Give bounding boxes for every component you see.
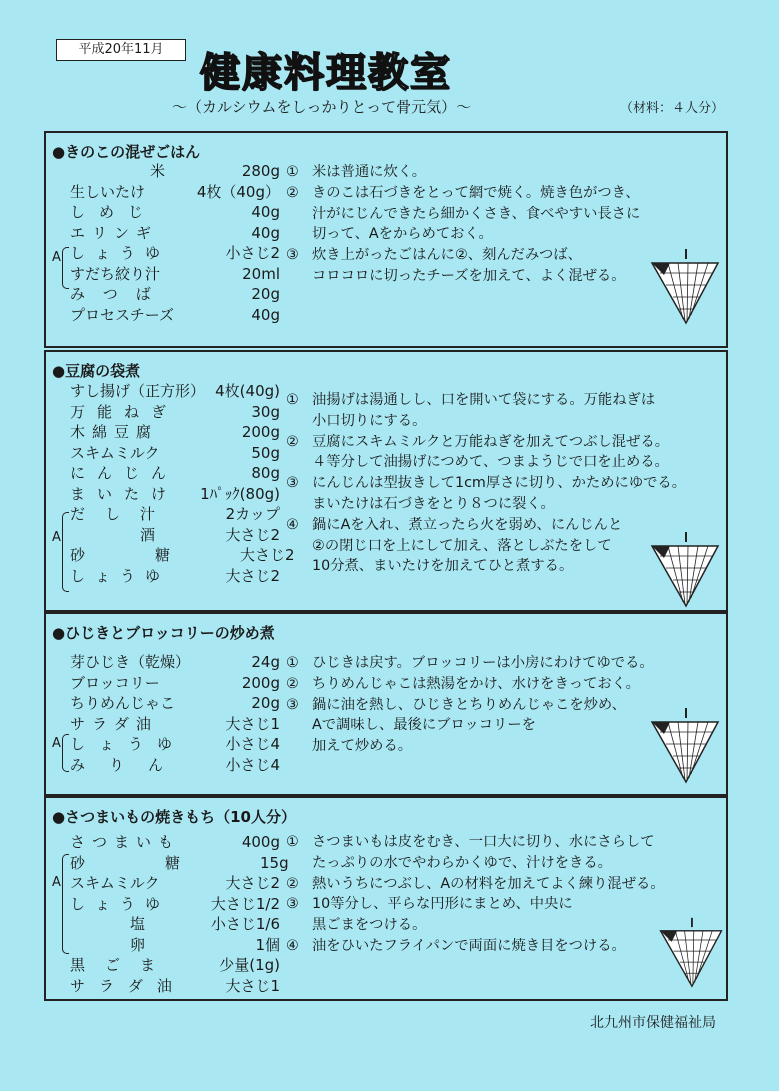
ingredient-row: サラダ油 大さじ1 [70,714,280,733]
ingredient-row: プロセスチーズ 40g [70,305,280,324]
food-pyramid-icon [650,247,720,325]
step-list: ① 米は普通に炊く。 ② きのこは石づきをとって網で焼く。焼き色がつき、 汁がにじんできたら細かくさき、食べやすい長さに 切って、Aをからめておく。 ③ 炊き上がったごはんに②、刻んだみつば、 コロコロに切ったチーズを加えて、よく混ぜる。 [286,162,716,287]
ingredient-row: 黒ごま 少量(1g) [70,956,280,974]
ingredient-list [70,832,289,996]
ingredient-row: 万能ねぎ 30g [70,402,280,421]
ingredient-row: さつまいも 400g [70,833,280,851]
ingredient-list [70,161,280,325]
ingredient-row: しめじ 40g [70,203,280,221]
ingredient-row: すし揚げ（正方形） 4枚(40g) [70,382,280,400]
recipe-section-3 [44,612,728,796]
ingredient-list [70,381,295,586]
ingredient-list [70,652,280,775]
step: ② きのこは石づきをとって網で焼く。焼き色がつき、 [286,184,640,201]
ingredient-row: サラダ油 大さじ1 [70,976,280,995]
ingredient-row: 砂糖 大さじ2 [70,546,295,564]
recipe-section-1 [44,131,728,348]
recipe-section-4 [44,796,728,1001]
ingredient-row: にんじん 80g [70,464,280,482]
recipe-section-2 [44,350,728,612]
group-a-label: A [52,736,61,751]
ingredient-row: みりん 小さじ4 [70,755,280,774]
ingredient-row: ブロッコリー 200g [70,673,280,692]
materials-note: （材料：４人分） [620,101,725,116]
ingredient-row: 木綿豆腐 200g [70,423,280,441]
ingredient-row: 生しいたけ 4枚（40g） [70,182,280,201]
group-a-bracket [62,854,69,954]
ingredient-row: 塩 小さじ1/6 [130,915,280,933]
recipe-title: ●さつまいもの焼きもち（10人分） [52,808,296,826]
step-list: ① 油揚げは湯通しし、口を開いて袋にする。万能ねぎは 小口切りにする。 ② 豆腐にスキムミルクと万能ねぎを加えてつぶし混ぜる。 ４等分して油揚げにつめて、つまようじで口を止める。 ③ にんじんは型抜きして1cm厚さに切り、かためにゆでる。 まいたけは石づきをとり８つに裂く。 ④ 鍋にAを入れ、煮立ったら火を弱め、にんじんと ②の閉じ口を上にして加え、落としぶたをして 10分煮、まいたけを加えてひと煮する。 [286,392,687,575]
ingredient-row: しょうゆ 大さじ1/2 [70,894,280,913]
food-pyramid-icon [650,530,720,608]
ingredient-row: しょうゆ 大さじ2 [70,566,280,585]
food-pyramid-icon [650,706,720,784]
date-box: 平成20年11月 [56,39,186,61]
recipe-title: ●ひじきとブロッコリーの炒め煮 [52,624,275,642]
step: ③ 炊き上がったごはんに②、刻んだみつば、 [286,247,582,264]
ingredient-row: 米 280g [150,162,280,180]
group-a-label: A [52,250,61,265]
group-a-bracket [62,247,69,289]
ingredient-row: スキムミルク 大さじ2 [70,874,280,892]
step: ① 米は普通に炊く。 [286,164,427,180]
group-a-bracket [62,512,69,592]
recipe-title: ●豆腐の袋煮 [52,362,141,380]
ingredient-row: 酒 大さじ2 [140,525,280,544]
page-subtitle: ～（カルシウムをしっかりとって骨元気）～ [172,98,472,116]
food-pyramid-icon [658,916,724,988]
group-a-label: A [52,875,61,890]
step-list: ① さつまいもは皮をむき、一口大に切り、水にさらして たっぷりの水でやわらかくゆで、汁けをきる。 ② 熱いうちにつぶし、Aの材料を加えてよく練り混ぜる。 ③ 10等分し、平らな円形にまとめ、中央に 黒ごまをつける。 ④ 油をひいたフライパンで両面に焼き目をつける。 [286,834,665,954]
ingredient-row: まいたけ 1ﾊﾟｯｸ(80g) [70,484,280,503]
page-title: 健康料理教室 [200,50,452,96]
ingredient-row: しょうゆ 小さじ4 [70,735,280,753]
step-list: ① ひじきは戻す。ブロッコリーは小房にわけてゆでる。 ② ちりめんじゃこは熱湯をかけ、水けをきっておく。 ③ 鍋に油を熱し、ひじきとちりめんじゃこを炒め、 Aで調味し、最後にブロッコリーを 加えて炒める。 [286,655,654,755]
ingredient-row: しょうゆ 小さじ2 [70,244,280,262]
group-a-label: A [52,530,61,545]
recipe-title: ●きのこの混ぜごはん [52,143,201,161]
ingredient-row: すだち絞り汁 20ml [70,264,280,283]
ingredient-row: だし汁 2カップ [70,505,280,523]
group-a-bracket [62,734,69,772]
ingredient-row: みつば 20g [70,285,280,303]
footer-organization: 北九州市保健福祉局 [590,1015,716,1031]
ingredient-row: 卵 1個 [130,935,280,954]
ingredient-row: エリンギ 40g [70,223,280,242]
ingredient-row: 砂糖 15g [70,853,289,872]
ingredient-row: 芽ひじき（乾燥） 24g [70,653,280,671]
ingredient-row: スキムミルク 50g [70,443,280,462]
ingredient-row: ちりめんじゃこ 20g [70,694,280,712]
